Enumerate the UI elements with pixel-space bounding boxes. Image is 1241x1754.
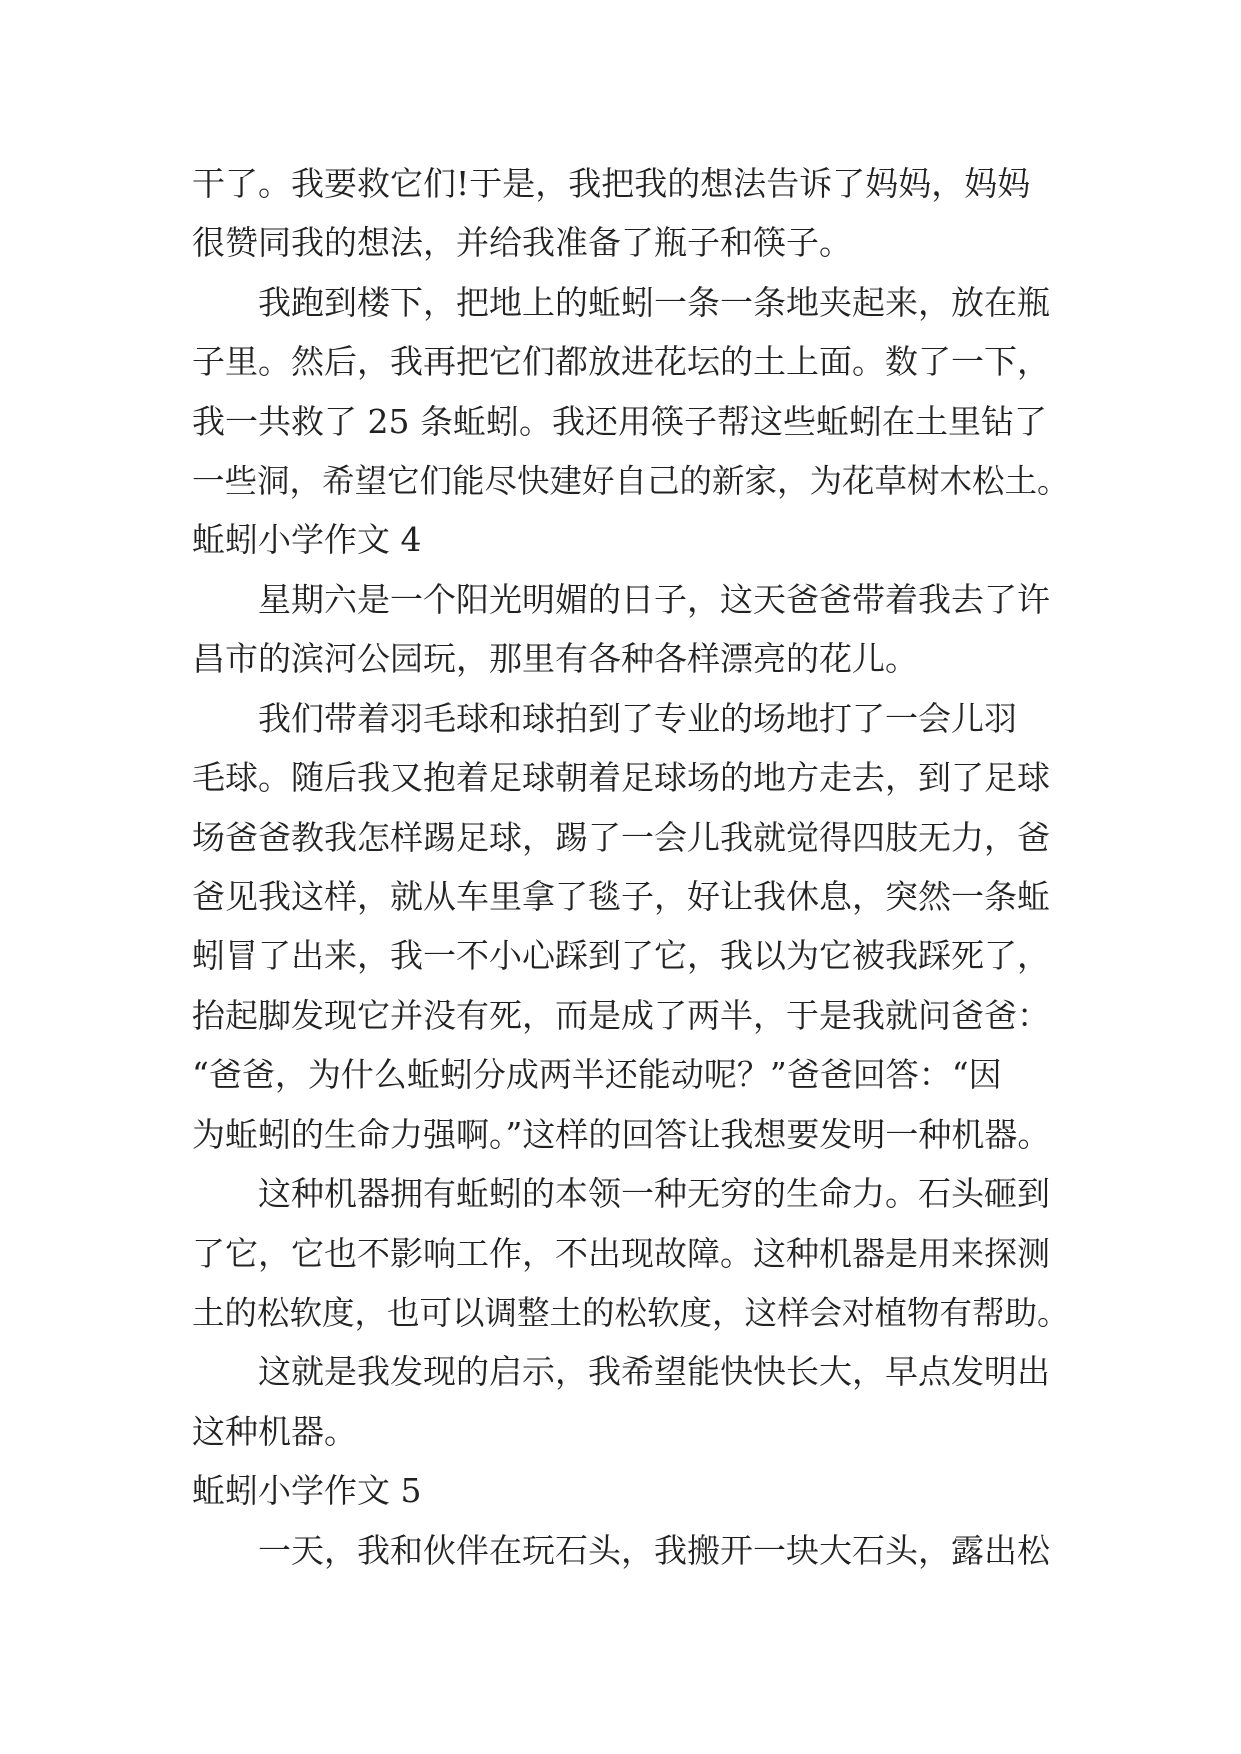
text-line: 这种机器。 bbox=[192, 1412, 357, 1451]
text-line: 为蚯蚓的生命力强啊。”这样的回答让我想要发明一种机器。 bbox=[192, 1115, 1051, 1154]
text-line: 蚓冒了出来，我一不小心踩到了它，我以为它被我踩死了， bbox=[192, 936, 1050, 975]
paragraph-start-line: 星期六是一个阳光明媚的日子，这天爸爸带着我去了许 bbox=[258, 580, 1050, 619]
text-line: 场爸爸教我怎样踢足球，踢了一会儿我就觉得四肢无力，爸 bbox=[192, 818, 1050, 857]
section-heading: 蚯蚓小学作文 5 bbox=[192, 1471, 422, 1510]
text-line: 我一共救了 25 条蚯蚓。我还用筷子帮这些蚯蚓在土里钻了 bbox=[192, 402, 1047, 441]
text-line: 抬起脚发现它并没有死，而是成了两半，于是我就问爸爸： bbox=[192, 996, 1050, 1035]
text-line: 昌市的滨河公园玩，那里有各种各样漂亮的花儿。 bbox=[192, 639, 918, 678]
text-line: 干了。我要救它们!于是，我把我的想法告诉了妈妈，妈妈 bbox=[192, 164, 1031, 203]
text-line: 很赞同我的想法，并给我准备了瓶子和筷子。 bbox=[192, 223, 852, 262]
paragraph-start-line: 一天，我和伙伴在玩石头，我搬开一块大石头，露出松 bbox=[258, 1531, 1050, 1570]
text-line: 一些洞，希望它们能尽快建好自己的新家，为花草树木松土。 bbox=[192, 462, 1070, 500]
text-line: 爸见我这样，就从车里拿了毯子，好让我休息，突然一条蚯 bbox=[192, 877, 1050, 916]
paragraph-start-line: 我们带着羽毛球和球拍到了专业的场地打了一会儿羽 bbox=[258, 699, 1017, 738]
text-line: 子里。然后，我再把它们都放进花坛的土上面。数了一下， bbox=[192, 342, 1050, 381]
paragraph-start-line: 这就是我发现的启示，我希望能快快长大，早点发明出 bbox=[258, 1352, 1050, 1391]
paragraph-start-line: 我跑到楼下，把地上的蚯蚓一条一条地夹起来，放在瓶 bbox=[258, 283, 1050, 322]
paragraph-start-line: 这种机器拥有蚯蚓的本领一种无穷的生命力。石头砸到 bbox=[258, 1174, 1050, 1213]
text-line: 了它，它也不影响工作，不出现故障。这种机器是用来探测 bbox=[192, 1234, 1050, 1273]
section-heading: 蚯蚓小学作文 4 bbox=[192, 520, 422, 559]
text-line: 土的松软度，也可以调整土的松软度，这样会对植物有帮助。 bbox=[192, 1294, 1070, 1332]
text-line: 毛球。随后我又抱着足球朝着足球场的地方走去，到了足球 bbox=[192, 758, 1050, 797]
text-line: “爸爸，为什么蚯蚓分成两半还能动呢？”爸爸回答：“因 bbox=[192, 1055, 1002, 1094]
